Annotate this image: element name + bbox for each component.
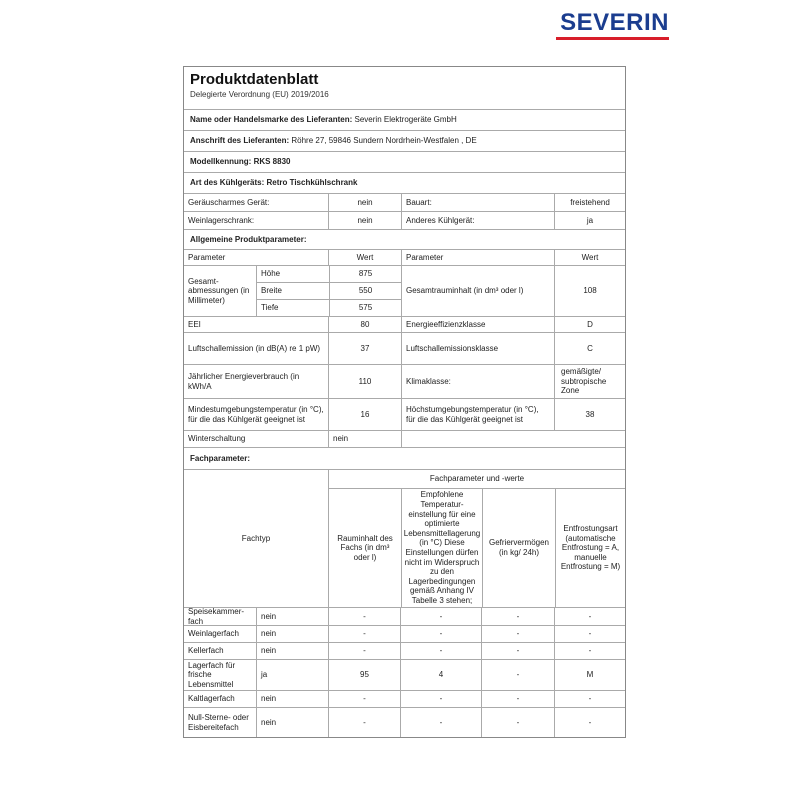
title-block [184,67,335,109]
compartment-defrost: - [554,626,625,642]
compartment-temp: - [400,608,481,625]
design-label: Bauart: [401,194,554,211]
page-title: Produktdatenblatt [190,71,319,88]
model-value: RKS 8830 [253,157,291,167]
depth-label: Tiefe [261,303,279,313]
title-row [184,67,625,109]
quiet-value: nein [328,194,401,211]
address-cell [184,131,625,151]
compartment-volume: - [328,708,400,737]
winter-label: Winterschaltung [188,434,246,444]
min-temp-label: Mindestumgebungstemperatur (in °C), für die das Kühlgerät geeignet ist [188,404,324,424]
winter-empty [401,431,625,447]
severin-logo: SEVERIN [560,9,669,36]
compartment-present: nein [256,608,328,625]
quiet-row [184,193,625,211]
depth-value: 575 [329,300,401,316]
appliance-type-row [184,172,625,193]
compartment-temp: - [400,643,481,659]
supplier-label: Name oder Handelsmarke des Lieferanten: [190,115,353,125]
winter-value: nein [328,431,401,447]
comp-subheaders [329,488,625,607]
compartment-volume: - [328,691,400,707]
table-row [184,607,625,625]
compartment-defrost: - [554,708,625,737]
width-value: 550 [329,283,401,299]
compartment-freeze: - [481,691,554,707]
compartment-present: nein [256,691,328,707]
volume-label: Gesamtrauminhalt (in dm³ oder l) [401,266,554,316]
annual-label: Jährlicher Energieverbrauch (in kWh/A [188,371,300,391]
max-temp-label: Höchstumgebungstemperatur (in °C), für die das Kühlgerät geeignet ist [401,399,554,430]
compartment-table-header [184,469,625,607]
compartment-freeze: - [481,708,554,737]
comp-temp-header: Empfohlene Temperatur-einstellung für eine optimierte Lebensmittellagerung (in °C) Diese Einstellungen dürfen nicht im Widerspruch zu den Lagerbedingungen gemäß Anhang IV Tabelle 3 stehen; [401,489,482,607]
wine-value: nein [328,212,401,229]
winter-row [184,430,625,447]
width-label: Breite [261,286,282,296]
logo-underline [556,37,669,40]
compartment-present: nein [256,643,328,659]
compartment-name: Kellerfach [188,646,224,656]
appliance-type-label: Art des Kühlgeräts: [190,178,265,188]
comp-defrost-header: Entfrostungsart (automatische Entfrostung = A, manuelle Entfrostung = M) [555,489,625,607]
table-row [184,642,625,659]
supplier-cell [184,110,625,130]
dimensions-subgrid [256,266,401,316]
compartment-present: ja [256,660,328,690]
energy-class-value: D [554,317,625,332]
compartment-name: Weinlagerfach [188,629,239,639]
compartment-defrost: - [554,608,625,625]
depth-row [257,299,401,316]
compartment-name: Speisekammer-fach [188,608,245,625]
compartment-temp: - [400,626,481,642]
compartment-present: nein [256,708,328,737]
energy-class-label: Energieeffizienzklasse [401,317,554,332]
product-data-sheet [183,66,626,738]
compartment-temp: - [400,708,481,737]
eei-label: EEI [188,319,201,329]
noise-class-value: C [554,333,625,364]
comp-group [328,470,625,607]
comp-volume-header: Rauminhalt des Fachs (in dm³ oder l) [337,533,393,562]
compartment-temp: - [400,691,481,707]
height-row [257,266,401,282]
compartment-volume: - [328,626,400,642]
width-row [257,282,401,299]
appliance-type-cell [184,173,625,193]
supplier-row [184,109,625,130]
table-row [184,659,625,690]
compartment-name: Lagerfach für frische Lebensmittel [188,660,236,689]
table-row [184,707,625,737]
noise-label: Luftschallemission (in dB(A) re 1 pW) [188,343,321,353]
quiet-label: Geräuscharmes Gerät: [188,197,270,207]
volume-value: 108 [554,266,625,316]
model-cell [184,152,625,172]
compartment-freeze: - [481,626,554,642]
address-label: Anschrift des Lieferanten: [190,136,290,146]
value-header-left: Wert [328,250,401,265]
compartment-volume: - [328,608,400,625]
compartment-defrost: M [554,660,625,690]
noise-value: 37 [328,333,401,364]
compartment-header-row [184,447,625,469]
noise-row [184,332,625,364]
wine-label: Weinlagerschrank: [188,215,255,225]
other-value: ja [554,212,625,229]
eei-row [184,316,625,332]
dimensions-label: Gesamt-abmessungen (in Millimeter) [188,276,250,305]
min-temp-value: 16 [328,399,401,430]
compartment-freeze: - [481,660,554,690]
height-label: Höhe [261,269,281,279]
comp-type-header: Fachtyp [241,533,271,543]
table-row [184,690,625,707]
max-temp-value: 38 [554,399,625,430]
dimensions-row [184,265,625,316]
compartment-freeze: - [481,643,554,659]
climate-label: Klimaklasse: [401,365,554,398]
param-header-right: Parameter [401,250,554,265]
compartment-volume: 95 [328,660,400,690]
param-header-row [184,249,625,265]
design-value: freistehend [554,194,625,211]
address-value: Röhre 27, 59846 Sundern Nordrhein-Westfalen , DE [291,136,477,146]
table-row [184,625,625,642]
comp-freeze-header: Gefriervermögen (in kg/ 24h) [482,489,555,607]
address-row [184,130,625,151]
model-label: Modellkennung: [190,157,252,167]
compartment-header: Fachparameter: [190,453,251,463]
appliance-type-value: Retro Tischkühlschrank [266,178,358,188]
param-header-left: Parameter [188,252,226,262]
compartment-defrost: - [554,691,625,707]
compartment-temp: 4 [400,660,481,690]
compartment-defrost: - [554,643,625,659]
compartment-name: Null-Sterne- oder Eisbereitefach [188,712,249,732]
comp-group-header: Fachparameter und -werte [429,474,525,484]
other-label: Anderes Kühlgerät: [401,212,554,229]
compartment-freeze: - [481,608,554,625]
temperature-row [184,398,625,430]
general-header-row [184,229,625,249]
regulation-subtitle: Delegierte Verordnung (EU) 2019/2016 [190,90,329,99]
supplier-value: Severin Elektrogeräte GmbH [354,115,457,125]
general-header: Allgemeine Produktparameter: [190,234,307,244]
height-value: 875 [329,266,401,282]
compartment-volume: - [328,643,400,659]
annual-value: 110 [328,365,401,398]
compartment-present: nein [256,626,328,642]
eei-value: 80 [328,317,401,332]
noise-class-label: Luftschallemissionsklasse [401,333,554,364]
climate-value: gemäßigte/ subtropische Zone [554,365,625,398]
wine-row [184,211,625,229]
compartment-name: Kaltlagerfach [188,694,235,704]
model-row [184,151,625,172]
value-header-right: Wert [554,250,625,265]
annual-row [184,364,625,398]
